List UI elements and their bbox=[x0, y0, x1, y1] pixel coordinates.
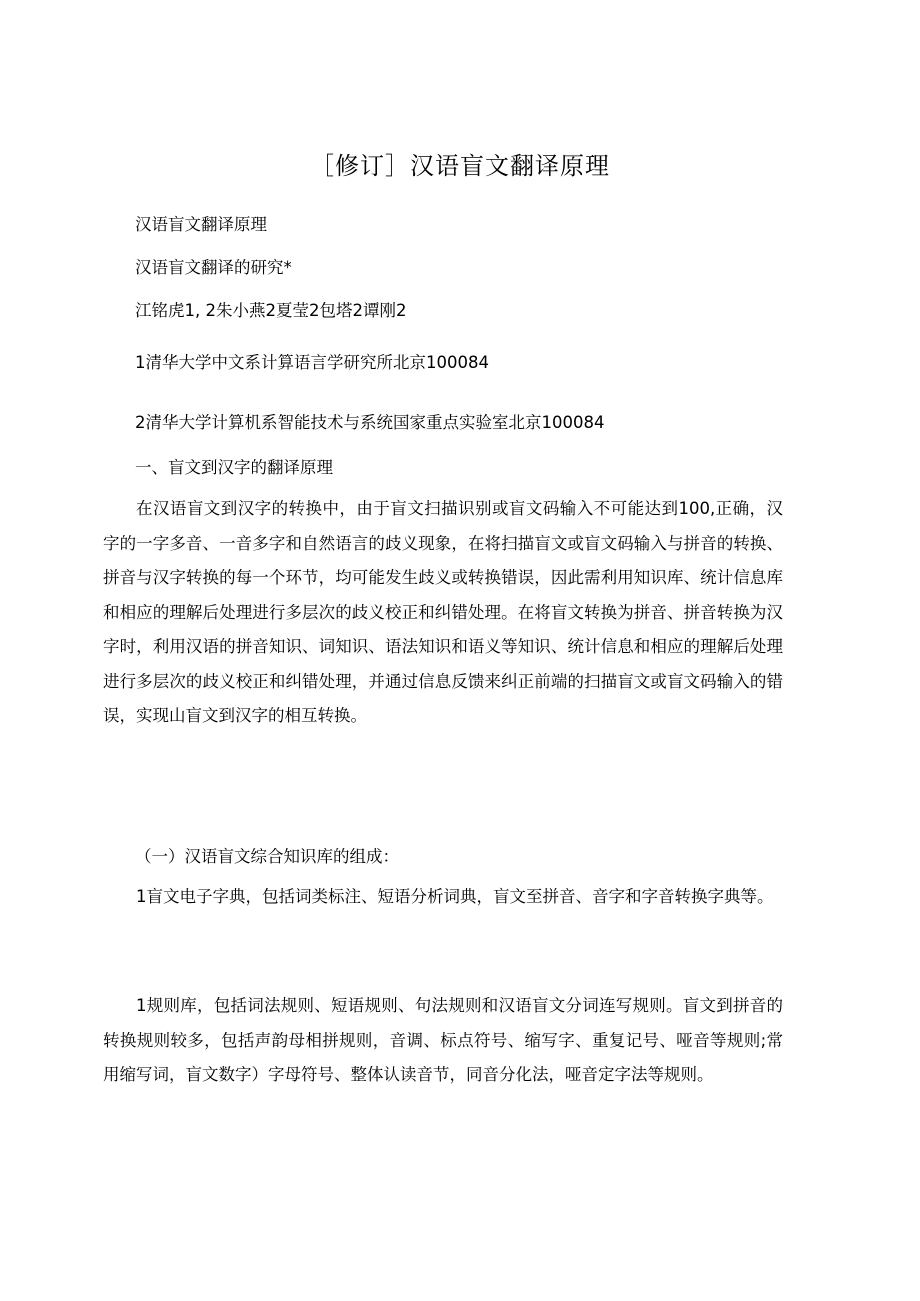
body-paragraph-2: 1盲文电子字典，包括词类标注、短语分析词典，盲文至拼音、音字和字音转换字典等。 bbox=[136, 887, 774, 906]
document-title: ［修订］汉语盲文翻译原理 bbox=[310, 152, 610, 180]
document-subtitle: 汉语盲文翻译原理 bbox=[135, 215, 267, 234]
subsection-heading: （一）汉语盲文综合知识库的组成： bbox=[135, 847, 399, 866]
author-list: 江铭虎1, 2朱小燕2夏莹2包塔2谭刚2 bbox=[135, 301, 407, 320]
affiliation-1: 1清华大学中文系计算语言学研究所北京100084 bbox=[135, 353, 489, 372]
paper-title: 汉语盲文翻译的研究* bbox=[135, 258, 292, 277]
affiliation-2: 2清华大学计算机系智能技术与系统国家重点实验室北京100084 bbox=[135, 413, 605, 432]
body-paragraph-3: 1规则库，包括词法规则、短语规则、句法规则和汉语盲文分词连写规则。盲文到拼音的转换规则较多，包括声韵母相拼规则，音调、标点符号、缩写字、重复记号、哑音等规则;常用缩写词，盲文数字）字母符号、整体认读音节，同音分化法，哑音定字法等规则。 bbox=[103, 996, 783, 1084]
body-paragraph-1: 在汉语盲文到汉字的转换中，由于盲文扫描识别或盲文码输入不可能达到100,正确，汉字的一字多音、一音多字和自然语言的歧义现象，在将扫描盲文或盲文码输入与拼音的转换、拼音与汉字转换的每一个环节，均可能发生歧义或转换错误，因此需利用知识库、统计信息库和相应的理解后处理进行多层次的歧义校正和纠错处理。在将盲文转换为拼音、拼音转换为汉字时，利用汉语的拼音知识、词知识、语法知识和语义等知识、统计信息和相应的理解后处理进行多层次的歧义校正和纠错处理，并通过信息反馈来纠正前端的扫描盲文或盲文码输入的错误，实现山盲文到汉字的相互转换。 bbox=[103, 499, 783, 725]
section-heading: 一、盲文到汉字的翻译原理 bbox=[135, 458, 333, 477]
